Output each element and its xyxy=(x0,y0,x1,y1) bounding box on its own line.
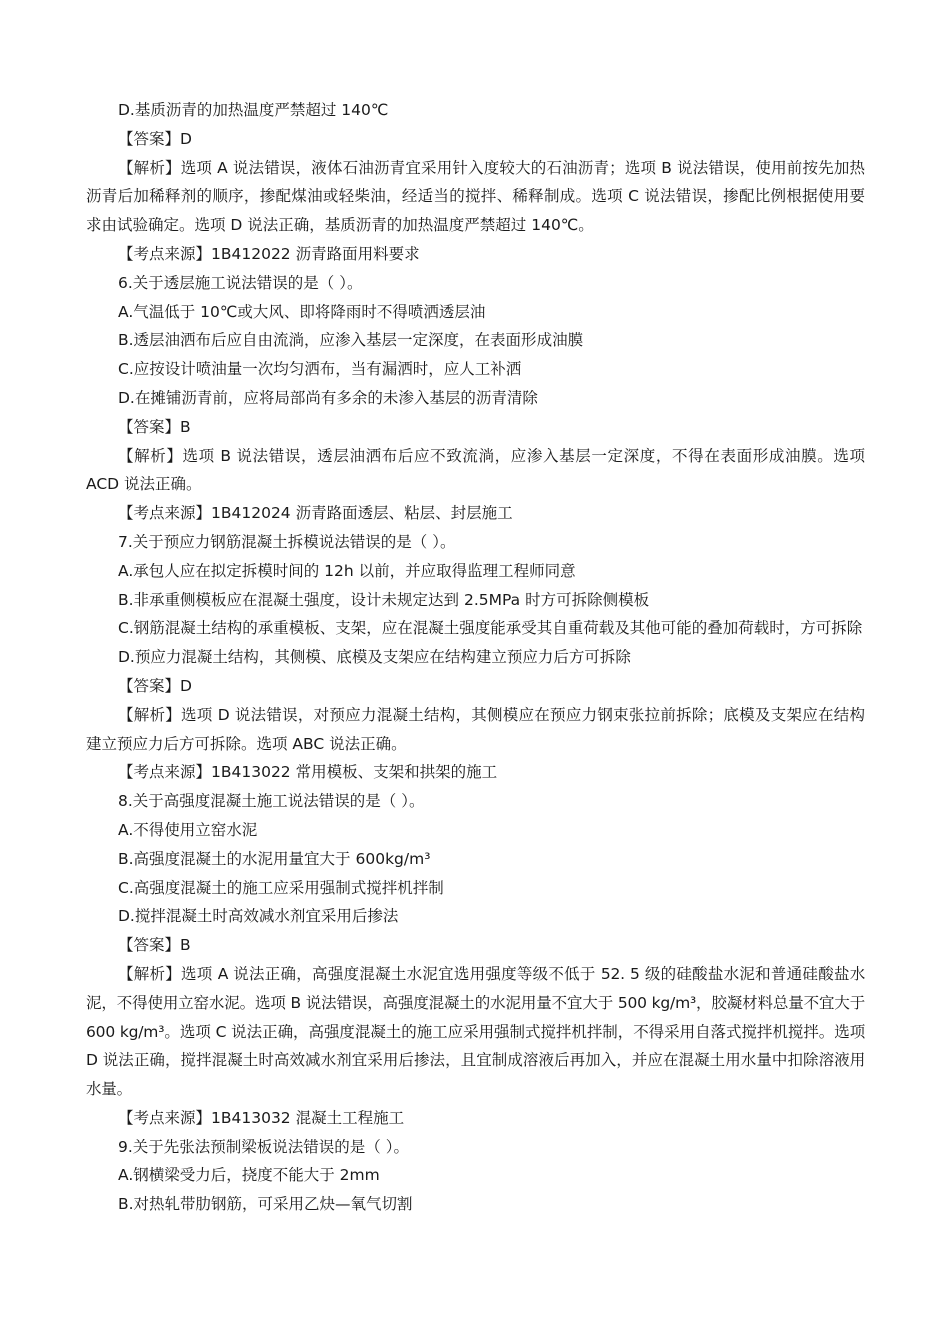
analysis-q7: 【解析】选项 D 说法错误，对预应力混凝土结构，其侧模应在预应力钢束张拉前拆除；底模及支架应在结构建立预应力后方可拆除。选项 ABC 说法正确。 xyxy=(86,705,865,753)
answer-q7: 【答案】D xyxy=(118,676,192,695)
option-b-q9: B.对热轧带肋钢筋，可采用乙炔—氧气切割 xyxy=(118,1195,413,1214)
option-b-q6: B.透层油洒布后应自由流淌，应渗入基层一定深度，在表面形成油膜 xyxy=(118,331,584,350)
analysis-q5: 【解析】选项 A 说法错误，液体石油沥青宜采用针入度较大的石油沥青；选项 B 说法错误，使用前按先加热沥青后加稀释剂的顺序，掺配煤油或轻柴油，经适当的搅拌、稀释制成。选项 C 说法错误，掺配比例根据使用要求由试验确定。选项 D 说法正确，基质沥青的加热温度严禁超过 140℃。 xyxy=(86,158,865,235)
option-d-q8: D.搅拌混凝土时高效减水剂宜采用后掺法 xyxy=(118,907,399,926)
analysis-q6: 【解析】选项 B 说法错误，透层油洒布后应不致流淌，应渗入基层一定深度，不得在表面形成油膜。选项 ACD 说法正确。 xyxy=(86,446,865,494)
option-b-q7: B.非承重侧模板应在混凝土强度，设计未规定达到 2.5MPa 时方可拆除侧模板 xyxy=(118,590,650,609)
option-d-q6: D.在摊铺沥青前，应将局部尚有多余的未渗入基层的沥青清除 xyxy=(118,388,538,407)
source-q7: 【考点来源】1B413022 常用模板、支架和拱架的施工 xyxy=(118,763,498,782)
source-q6: 【考点来源】1B412024 沥青路面透层、粘层、封层施工 xyxy=(118,504,513,523)
analysis-q8: 【解析】选项 A 说法正确，高强度混凝土水泥宜选用强度等级不低于 52. 5 级的硅酸盐水泥和普通硅酸盐水泥，不得使用立窑水泥。选项 B 说法错误，高强度混凝土的水泥用量不宜大于 500 kg/m³，胶凝材料总量不宜大于 600 kg/m³。选项 C 说法正确，高强度混凝土的施工应采用强制式搅拌机拌制，不得采用自落式搅拌机搅拌。选项 D 说法正确，搅拌混凝土时高效减水剂宜采用后掺法，且宜制成溶液后再加入，并应在混凝土用水量中扣除溶液用水量。 xyxy=(86,964,865,1099)
answer-q6: 【答案】B xyxy=(118,417,191,436)
option-a-q9: A.钢横梁受力后，挠度不能大于 2mm xyxy=(118,1166,380,1185)
option-a-q8: A.不得使用立窑水泥 xyxy=(118,820,258,839)
option-d-q7: D.预应力混凝土结构，其侧模、底模及支架应在结构建立预应力后方可拆除 xyxy=(118,648,631,667)
question-9: 9.关于先张法预制梁板说法错误的是（ ）。 xyxy=(118,1137,409,1156)
option-d-q5: D.基质沥青的加热温度严禁超过 140℃ xyxy=(118,101,389,119)
question-7: 7.关于预应力钢筋混凝土拆模说法错误的是（ ）。 xyxy=(118,532,456,551)
option-c-q6: C.应按设计喷油量一次均匀洒布，当有漏洒时，应人工补洒 xyxy=(118,360,522,379)
option-b-q8: B.高强度混凝土的水泥用量宜大于 600kg/m³ xyxy=(118,849,431,868)
answer-q8: 【答案】B xyxy=(118,936,191,955)
source-q8: 【考点来源】1B413032 混凝土工程施工 xyxy=(118,1108,405,1127)
question-8: 8.关于高强度混凝土施工说法错误的是（ ）。 xyxy=(118,792,425,811)
question-6: 6.关于透层施工说法错误的是（ ）。 xyxy=(118,273,363,292)
option-a-q6: A.气温低于 10℃或大风、即将降雨时不得喷洒透层油 xyxy=(118,302,486,321)
option-c-q8: C.高强度混凝土的施工应采用强制式搅拌机拌制 xyxy=(118,878,444,897)
source-q5: 【考点来源】1B412022 沥青路面用料要求 xyxy=(118,244,420,263)
option-c-q7: C.钢筋混凝土结构的承重模板、支架，应在混凝土强度能承受其自重荷载及其他可能的叠加荷载时，方可拆除 xyxy=(118,619,863,638)
document-page xyxy=(86,96,865,1219)
option-a-q7: A.承包人应在拟定拆模时间的 12h 以前，并应取得监理工程师同意 xyxy=(118,561,576,580)
answer-q5: 【答案】D xyxy=(118,129,192,148)
